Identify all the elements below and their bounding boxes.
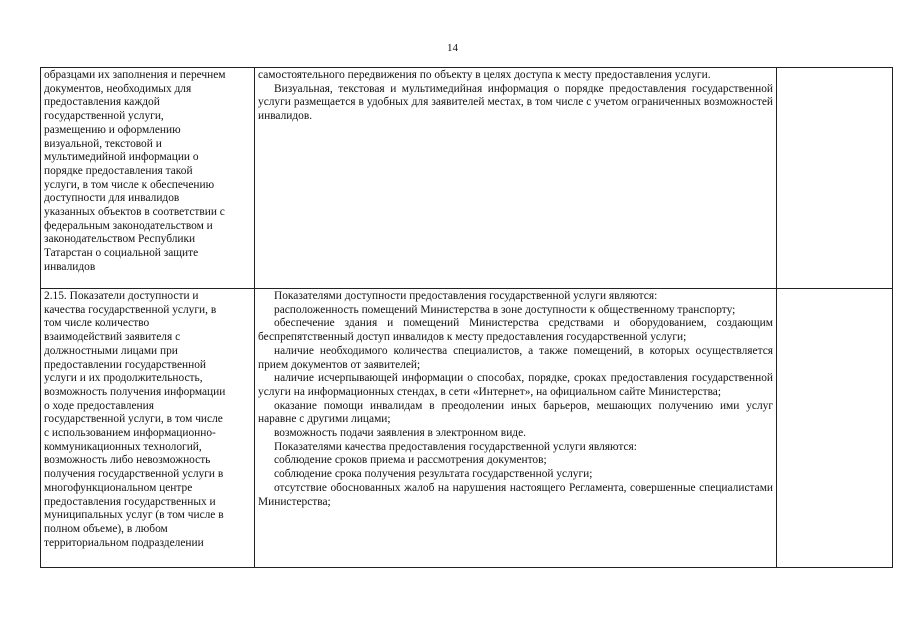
content-paragraph: соблюдение сроков приема и рассмотрения документов;: [274, 454, 547, 467]
content-paragraph: Показателями доступности предоставления государственной услуги являются:: [274, 290, 658, 302]
content-paragraph: обеспечение здания и помещений Министерства средствами и оборудованием, создающим беспрепятственный доступ инвалидов к месту предоставления государственной услуги;: [258, 317, 773, 344]
regulation-table: [40, 67, 893, 568]
requirement-name-cell: [41, 68, 255, 289]
content-paragraph: наличие необходимого количества специалистов, а также помещений, в которых осуществляется прием документов от заявителей;: [258, 344, 773, 371]
legal-basis-cell: [777, 289, 893, 568]
requirement-name-text: 2.15. Показатели доступности и качества государственной услуги, в том числе количество взаимодействий заявителя с должностными лицами при предоставлении государственной услуги и их продолжительность, возможность получения информации о ходе предоставления государственной услуги, в том числе с использованием информационно- коммуникационных технологий, возможность либо невозможность получения государственной услуги в многофункциональном центре предоставления государственных и муниципальных услуг (в том числе в полном объеме), в любом территориальном подразделении: [44, 290, 226, 549]
content-paragraph: Показателями качества предоставления государственной услуги являются:: [274, 440, 637, 453]
requirement-name-text: образцами их заполнения и перечнем документов, необходимых для предоставления каждой государственной услуги, размещению и оформлению визуальной, текстовой и мультимедийной информации о порядке предоставления такой услуги, в том числе к обеспечению доступности для инвалидов указанных объектов в соответствии с федеральным законодательством и законодательством Республики Татарстан о социальной защите инвалидов: [44, 69, 226, 273]
content-paragraph: Визуальная, текстовая и мультимедийная информация о порядке предоставления государственной услуги размещается в удобных для заявителей местах, в том числе с учетом ограниченных возможностей инвалидов.: [258, 82, 773, 123]
content-paragraph: отсутствие обоснованных жалоб на нарушения настоящего Регламента, совершенные специалистами Министерства;: [258, 481, 773, 508]
content-paragraph: самостоятельного передвижения по объекту в целях доступа к месту предоставления услуги.: [258, 69, 711, 81]
content-paragraph: наличие исчерпывающей информации о способах, порядке, сроках предоставления государственной услуги на информационных стендах, в сети «Интернет», на официальном сайте Министерства;: [258, 372, 773, 398]
table-row: [41, 289, 893, 568]
content-paragraph: расположенность помещений Министерства в зоне доступности к общественному транспорту;: [274, 303, 736, 316]
content-paragraph: соблюдение срока получения результата государственной услуги;: [274, 468, 593, 481]
requirement-content-cell: [255, 289, 777, 568]
requirement-content-cell: [255, 68, 777, 289]
legal-basis-cell: [777, 68, 893, 289]
content-paragraph: оказание помощи инвалидам в преодолении иных барьеров, мешающих получению ими услуг наравне с другими лицами;: [258, 399, 773, 426]
content-paragraph: возможность подачи заявления в электронном виде.: [274, 427, 526, 440]
table-row: [41, 68, 893, 289]
page-number: 14: [447, 42, 458, 54]
requirement-name-cell: [41, 289, 255, 568]
